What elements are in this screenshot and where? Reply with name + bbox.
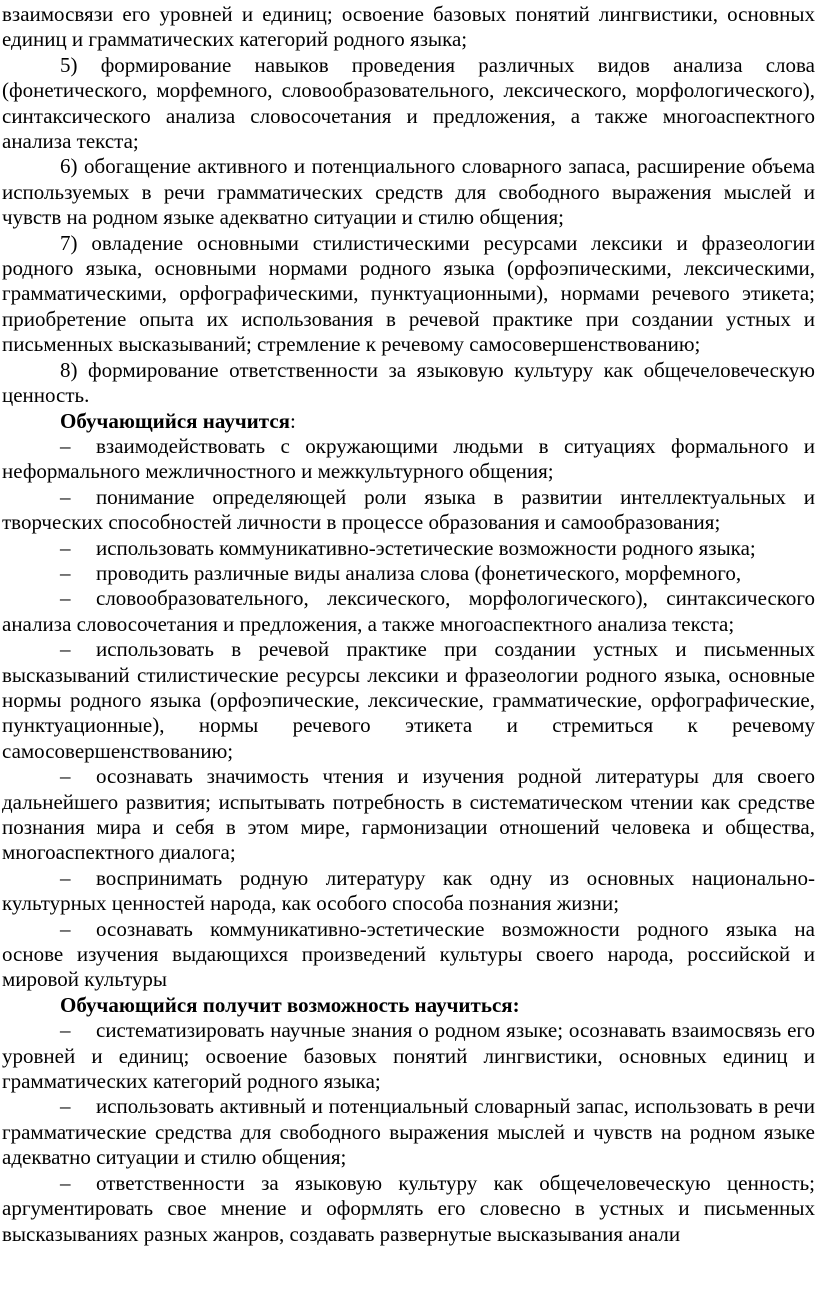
paragraph-continuation: взаимосвязи его уровней и единиц; освоение базовых понятий лингвистики, основных единиц и грамматических категорий родного языка; [2, 2, 815, 52]
list-item [2, 561, 815, 586]
section-heading-colon: : [290, 408, 296, 433]
paragraph-item-8: 8) формирование ответственности за языковую культуру как общечеловеческую ценность. [2, 357, 815, 408]
dash-marker: – [60, 1170, 71, 1195]
dash-marker: – [60, 433, 71, 458]
list-item-text: ответственности за языковую культуру как общечеловеческую ценность; аргументировать свое мнение и оформлять его словесно в устных и письменных высказываниях разных жанров, создавать развернутые высказывания анали [2, 1170, 815, 1246]
dash-marker: – [60, 764, 71, 789]
list-item-text: понимание определяющей роли языка в развитии интеллектуальных и творческих способностей личности в процессе образования и самообразования; [2, 484, 815, 535]
dash-marker: – [60, 484, 71, 509]
list-item-text: проводить различные виды анализа слова (фонетического, морфемного, [96, 560, 742, 585]
list-item [2, 434, 815, 485]
dash-marker: – [60, 1018, 71, 1043]
list-item [2, 536, 815, 561]
section-will-learn-heading [2, 409, 815, 434]
list-item [2, 1171, 815, 1247]
section-heading-text: Обучающийся получит возможность научиться: [60, 992, 520, 1017]
list-item [2, 485, 815, 536]
list-item-text: словообразовательного, лексического, морфологического), синтаксического анализа словосочетания и предложения, а также многоаспектного анализа текста; [2, 586, 815, 636]
dash-marker: – [60, 916, 71, 941]
dash-marker: – [60, 586, 71, 611]
list-item [2, 917, 815, 993]
list-item [2, 866, 815, 917]
list-item [2, 1094, 815, 1170]
list-item-text: воспринимать родную литературу как одну из основных национально-культурных ценностей народа, как особого способа познания жизни; [2, 865, 815, 916]
list-item [2, 637, 815, 764]
dash-marker: – [60, 560, 71, 585]
list-item-text: использовать коммуникативно-эстетические возможности родного языка; [96, 535, 756, 560]
list-item-text: использовать активный и потенциальный словарный запас, использовать в речи грамматические средства для свободного выражения мыслей и чувств на родном языке адекватно ситуации и стилю общения; [2, 1094, 815, 1170]
list-item [2, 764, 815, 866]
dash-marker: – [60, 865, 71, 890]
list-item [2, 1018, 815, 1094]
paragraph-item-5: 5) формирование навыков проведения различных видов анализа слова (фонетического, морфемного, словообразовательного, лексического, морфологического), синтаксического анализа словосочетания и предложения, а также многоаспектного анализа текста; [2, 52, 815, 154]
list-item [2, 586, 815, 637]
section-may-learn-heading [2, 993, 815, 1018]
list-item-text: осознавать значимость чтения и изучения родной литературы для своего дальнейшего развития; испытывать потребность в систематическом чтении как средстве познания мира и себя в этом мире, гармонизации отношений человека и общества, многоаспектного диалога; [2, 764, 815, 865]
dash-marker: – [60, 637, 71, 662]
list-item-text: использовать в речевой практике при создании устных и письменных высказываний стилистические ресурсы лексики и фразеологии родного языка, основные нормы родного языка (орфоэпические, лексические, грамматические, орфографические, пунктуационные), нормы речевого этикета и стремиться к речевому самосовершенствованию; [2, 637, 815, 763]
list-item-text: взаимодействовать с окружающими людьми в ситуациях формального и неформального межличностного и межкультурного общения; [2, 433, 815, 484]
section-heading-text: Обучающийся научится [60, 408, 291, 433]
paragraph-item-6: 6) обогащение активного и потенциального словарного запаса, расширение объема используемых в речи грамматических средств для свободного выражения мыслей и чувств на родном языке адекватно ситуации и стилю общения; [2, 154, 815, 230]
list-item-text: систематизировать научные знания о родном языке; осознавать взаимосвязь его уровней и единиц; освоение базовых понятий лингвистики, основных единиц и грамматических категорий родного языка; [2, 1018, 815, 1094]
dash-marker: – [60, 535, 71, 560]
list-item-text: осознавать коммуникативно-эстетические возможности родного языка на основе изучения выдающихся произведений культуры своего народа, российской и мировой культуры [2, 916, 815, 992]
dash-marker: – [60, 1094, 71, 1119]
paragraph-item-7: 7) овладение основными стилистическими ресурсами лексики и фразеологии родного языка, основными нормами родного языка (орфоэпическими, лексическими, грамматическими, орфографическими, пунктуационными), нормами речевого этикета; приобретение опыта их использования в речевой практике при создании устных и письменных высказываний; стремление к речевому самосовершенствованию; [2, 230, 815, 357]
